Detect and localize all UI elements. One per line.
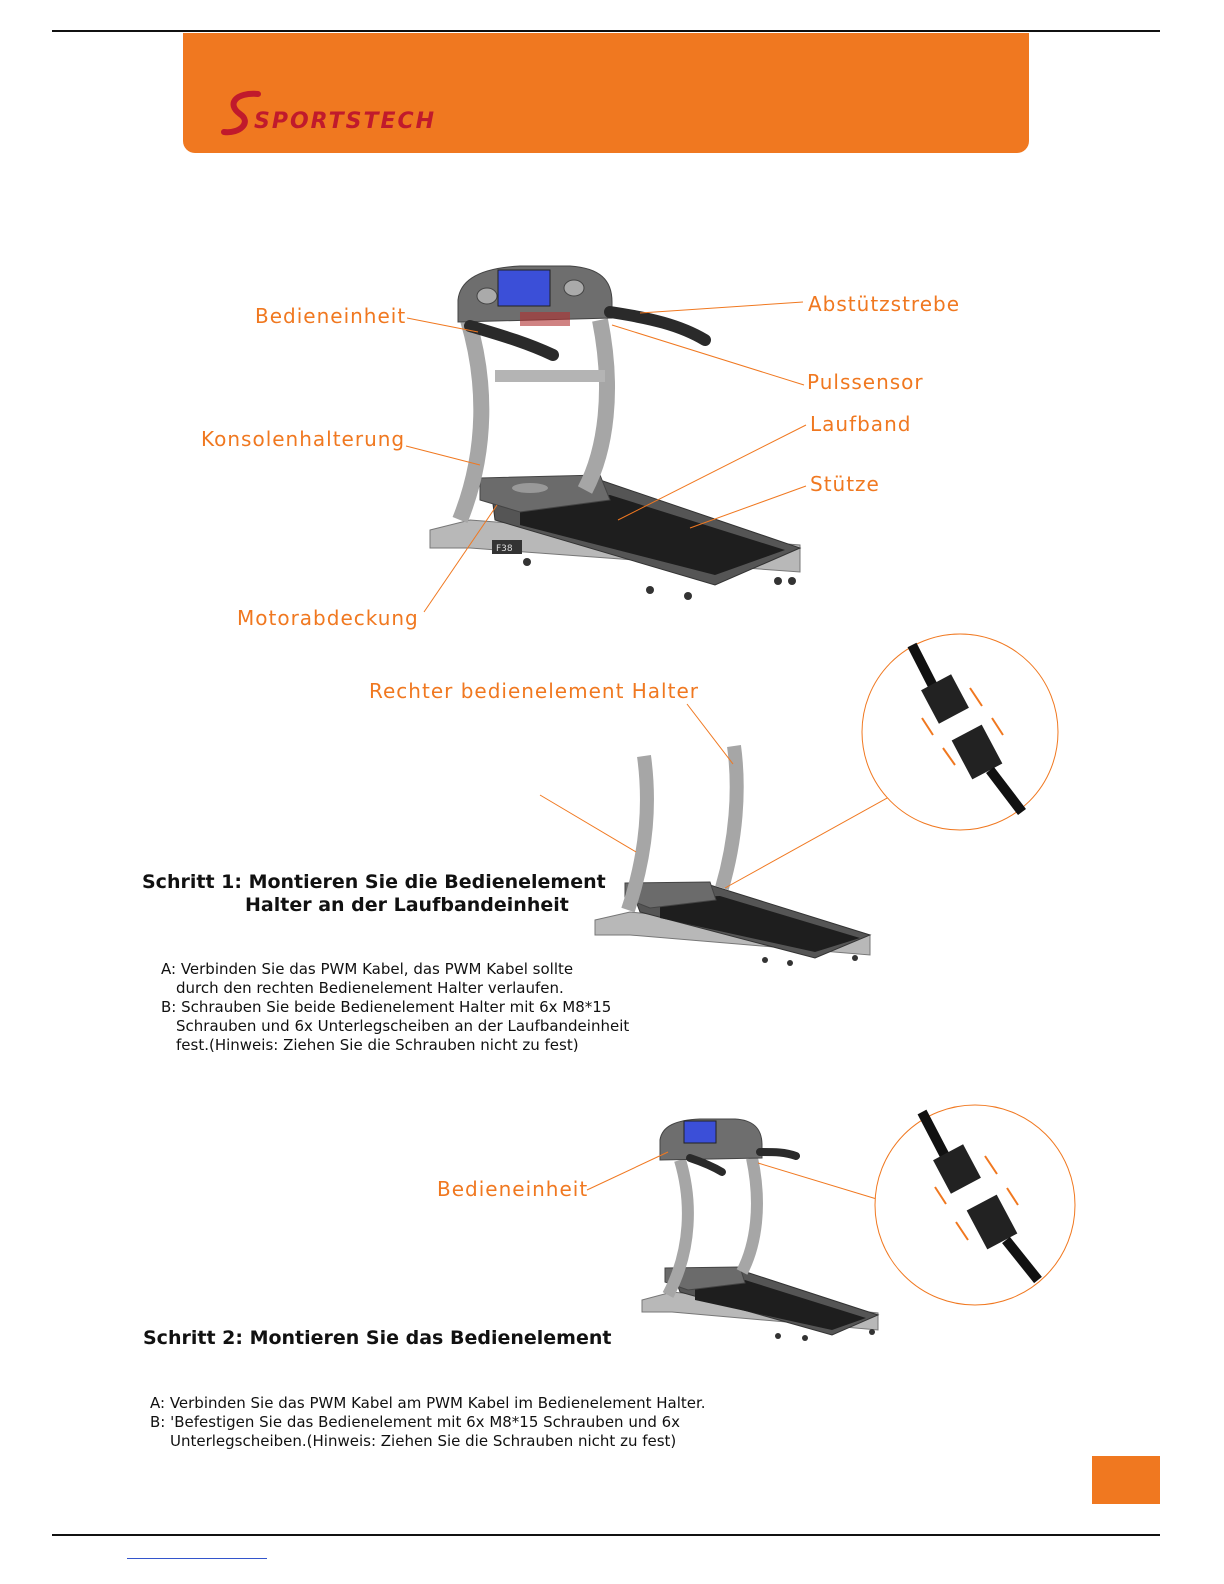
step2-title: Schritt 2: Montieren Sie das Bedienelement: [143, 1327, 612, 1349]
step1-instruction: B: Schrauben Sie beide Bedienelement Halter mit 6x M8*15: [161, 998, 612, 1016]
label-bedieneinheit-step2: Bedieneinheit: [437, 1177, 589, 1201]
step1-instruction: fest.(Hinweis: Ziehen Sie die Schrauben nicht zu fest): [176, 1036, 579, 1054]
step2-instruction: A: Verbinden Sie das PWM Kabel am PWM Kabel im Bedienelement Halter.: [150, 1394, 706, 1412]
step1-instruction: A: Verbinden Sie das PWM Kabel, das PWM Kabel sollte: [161, 960, 574, 978]
bottom-rule: [52, 1534, 1160, 1536]
label-rechter-halter: Rechter bedienelement Halter: [369, 679, 699, 703]
model-badge: F38: [496, 544, 513, 554]
logo-text: SPORTSTECH: [254, 109, 437, 134]
label-motorabdeckung: Motorabdeckung: [237, 606, 419, 630]
label-stuetze: Stütze: [810, 472, 880, 496]
footer-link-underline: [127, 1558, 267, 1559]
step1-title-line2: Halter an der Laufbandeinheit: [245, 894, 569, 916]
label-abstuetzstrebe: Abstützstrebe: [808, 292, 961, 316]
label-laufband: Laufband: [810, 412, 912, 436]
step2-instruction: Unterlegscheiben.(Hinweis: Ziehen Sie die Schrauben nicht zu fest): [170, 1432, 677, 1450]
step1-title-line1: Schritt 1: Montieren Sie die Bedienelement: [142, 871, 606, 893]
step1-instruction: Schrauben und 6x Unterlegscheiben an der Laufbandeinheit: [176, 1017, 630, 1035]
label-bedieneinheit: Bedieneinheit: [255, 304, 407, 328]
page-marker-box: [1092, 1456, 1160, 1504]
step1-instruction: durch den rechten Bedienelement Halter verlaufen.: [176, 979, 564, 997]
label-pulssensor: Pulssensor: [807, 370, 924, 394]
label-konsolenhalterung: Konsolenhalterung: [201, 427, 406, 451]
step2-instruction: B: 'Befestigen Sie das Bedienelement mit 6x M8*15 Schrauben und 6x: [150, 1413, 681, 1431]
